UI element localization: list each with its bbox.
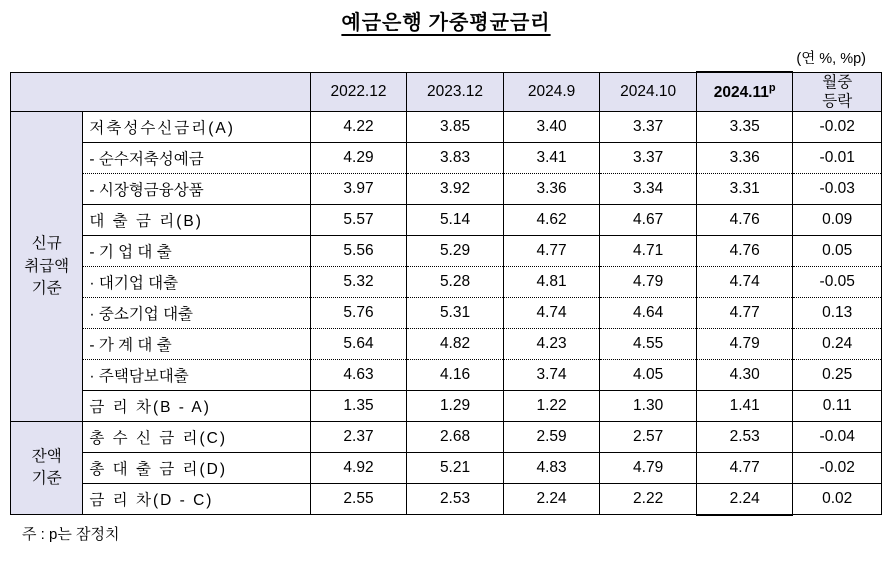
cell-value: 5.29: [407, 236, 504, 267]
cell-value: 4.05: [600, 360, 697, 391]
cell-value-highlighted: 2.53: [696, 422, 793, 453]
cell-value: 5.64: [310, 329, 407, 360]
group-label-new-handling: [11, 112, 83, 422]
table-row: [11, 205, 882, 236]
cell-value: 4.62: [503, 205, 600, 236]
cell-value-change: -0.04: [793, 422, 882, 453]
cell-value: 4.71: [600, 236, 697, 267]
column-header-monthly-change: [793, 72, 882, 112]
cell-value: 5.57: [310, 205, 407, 236]
cell-value: 4.83: [503, 453, 600, 484]
cell-value-highlighted: 4.77: [696, 298, 793, 329]
cell-value: 2.24: [503, 484, 600, 515]
row-label: - 순수저축성예금: [83, 143, 310, 174]
group-label-line3: 기준: [31, 279, 62, 297]
cell-value: 3.40: [503, 112, 600, 143]
cell-value: 5.28: [407, 267, 504, 298]
column-header-2024-11p: [696, 72, 793, 112]
table-body: [11, 112, 882, 515]
cell-value-highlighted: 4.76: [696, 205, 793, 236]
cell-value: 5.21: [407, 453, 504, 484]
cell-value: 4.29: [310, 143, 407, 174]
cell-value-change: -0.01: [793, 143, 882, 174]
cell-value-highlighted: 1.41: [696, 391, 793, 422]
cell-value: 5.32: [310, 267, 407, 298]
cell-value: 4.92: [310, 453, 407, 484]
cell-value: 2.59: [503, 422, 600, 453]
column-header-provisional-mark: p: [768, 82, 776, 95]
column-header-2024-10: 2024.10: [600, 72, 697, 112]
cell-value: 3.37: [600, 143, 697, 174]
row-label: 총 수 신 금 리(C): [83, 422, 310, 453]
table-row: [11, 236, 882, 267]
row-label: 금 리 차(D - C): [83, 484, 310, 515]
table-row: [11, 391, 882, 422]
table-header-row: [11, 72, 882, 112]
cell-value-change: 0.11: [793, 391, 882, 422]
cell-value: 4.63: [310, 360, 407, 391]
cell-value: 4.22: [310, 112, 407, 143]
cell-value-change: 0.09: [793, 205, 882, 236]
table-row: [11, 360, 882, 391]
cell-value-highlighted: 4.74: [696, 267, 793, 298]
row-label: 총 대 출 금 리(D): [83, 453, 310, 484]
cell-value-highlighted: 4.77: [696, 453, 793, 484]
cell-value: 1.29: [407, 391, 504, 422]
cell-value: 5.76: [310, 298, 407, 329]
table-row: [11, 143, 882, 174]
row-label: · 주택담보대출: [83, 360, 310, 391]
cell-value: 2.55: [310, 484, 407, 515]
cell-value-change: 0.02: [793, 484, 882, 515]
row-label: 금 리 차(B - A): [83, 391, 310, 422]
monthly-change-line1: 월중: [822, 73, 853, 91]
column-header-2024-9: 2024.9: [503, 72, 600, 112]
cell-value: 4.74: [503, 298, 600, 329]
group-label-line2: 취급액: [24, 257, 70, 275]
column-header-2023-12: 2023.12: [407, 72, 504, 112]
cell-value: 2.57: [600, 422, 697, 453]
cell-value: 2.22: [600, 484, 697, 515]
cell-value: 2.37: [310, 422, 407, 453]
cell-value: 1.35: [310, 391, 407, 422]
cell-value: 4.79: [600, 267, 697, 298]
group-label-line1: 잔액: [31, 447, 62, 465]
cell-value: 4.23: [503, 329, 600, 360]
table-corner-cell: [11, 72, 311, 112]
cell-value-change: 0.24: [793, 329, 882, 360]
cell-value: 3.34: [600, 174, 697, 205]
cell-value: 1.30: [600, 391, 697, 422]
table-header: [11, 72, 882, 112]
row-label: · 중소기업 대출: [83, 298, 310, 329]
table-row: [11, 298, 882, 329]
column-header-2022-12: 2022.12: [310, 72, 407, 112]
cell-value-highlighted: 3.36: [696, 143, 793, 174]
cell-value-change: -0.03: [793, 174, 882, 205]
table-row: [11, 174, 882, 205]
document-page: [0, 6, 892, 580]
row-label: 저축성수신금리(A): [83, 112, 310, 143]
cell-value-highlighted: 4.79: [696, 329, 793, 360]
cell-value-highlighted: 4.76: [696, 236, 793, 267]
cell-value: 4.77: [503, 236, 600, 267]
cell-value: 3.41: [503, 143, 600, 174]
cell-value: 3.85: [407, 112, 504, 143]
cell-value-change: -0.05: [793, 267, 882, 298]
cell-value: 5.14: [407, 205, 504, 236]
weighted-average-rate-table: [10, 71, 882, 516]
group-label-balance: [11, 422, 83, 515]
group-label-line2: 기준: [31, 470, 62, 488]
table-row: [11, 484, 882, 515]
cell-value: 3.74: [503, 360, 600, 391]
monthly-change-line2: 등락: [822, 92, 853, 110]
cell-value: 2.68: [407, 422, 504, 453]
unit-note: (연 %, %p): [796, 51, 866, 67]
cell-value-change: 0.05: [793, 236, 882, 267]
table-row: [11, 329, 882, 360]
column-header-2024-11-label: 2024.11: [713, 84, 769, 102]
cell-value: 4.82: [407, 329, 504, 360]
row-label: - 기 업 대 출: [83, 236, 310, 267]
cell-value: 4.67: [600, 205, 697, 236]
page-title: 예금은행 가중평균금리: [341, 12, 551, 34]
table-footnote: 주 : p는 잠정치: [22, 525, 120, 543]
table-row: [11, 453, 882, 484]
cell-value-highlighted: 3.31: [696, 174, 793, 205]
row-label: · 대기업 대출: [83, 267, 310, 298]
table-row: [11, 422, 882, 453]
cell-value: 5.31: [407, 298, 504, 329]
cell-value: 4.79: [600, 453, 697, 484]
cell-value: 3.97: [310, 174, 407, 205]
cell-value-change: 0.25: [793, 360, 882, 391]
cell-value: 5.56: [310, 236, 407, 267]
cell-value-highlighted: 2.24: [696, 484, 793, 515]
cell-value-highlighted: 4.30: [696, 360, 793, 391]
table-row: [11, 112, 882, 143]
group-label-line1: 신규: [31, 235, 62, 253]
cell-value: 3.36: [503, 174, 600, 205]
cell-value-change: -0.02: [793, 453, 882, 484]
cell-value-change: 0.13: [793, 298, 882, 329]
cell-value: 4.55: [600, 329, 697, 360]
row-label: 대 출 금 리(B): [83, 205, 310, 236]
row-label: - 시장형금융상품: [83, 174, 310, 205]
cell-value: 3.83: [407, 143, 504, 174]
cell-value-highlighted: 3.35: [696, 112, 793, 143]
cell-value: 1.22: [503, 391, 600, 422]
cell-value-change: -0.02: [793, 112, 882, 143]
cell-value: 3.92: [407, 174, 504, 205]
cell-value: 3.37: [600, 112, 697, 143]
cell-value: 4.16: [407, 360, 504, 391]
cell-value: 4.64: [600, 298, 697, 329]
table-row: [11, 267, 882, 298]
cell-value: 4.81: [503, 267, 600, 298]
row-label: - 가 계 대 출: [83, 329, 310, 360]
cell-value: 2.53: [407, 484, 504, 515]
